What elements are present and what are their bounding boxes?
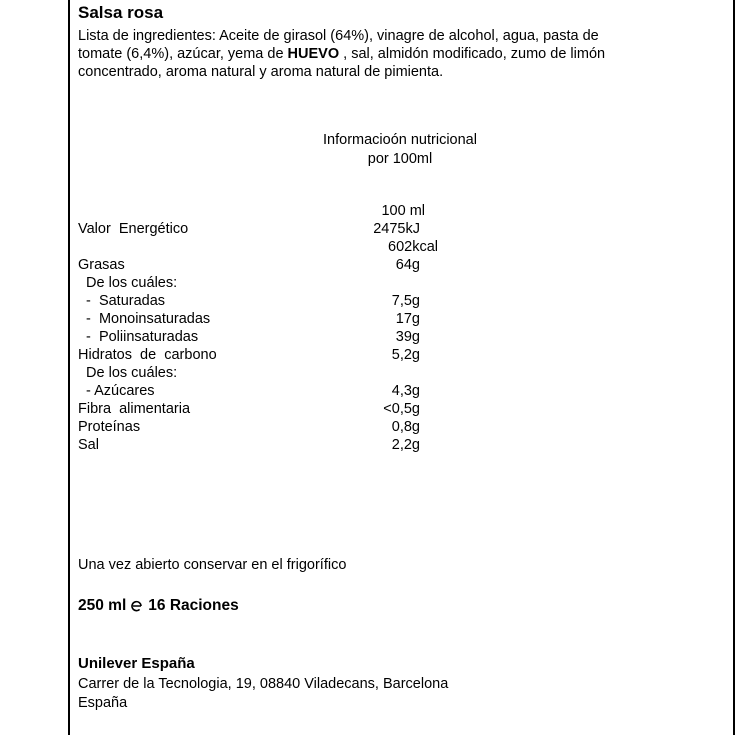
nutrition-row bbox=[78, 419, 438, 437]
nutrition-row bbox=[78, 293, 438, 311]
nutrient-value: 602kcal bbox=[388, 239, 438, 255]
estimated-sign-icon bbox=[130, 599, 144, 613]
nutrient-label: Sal bbox=[78, 437, 99, 453]
company-name: Unilever España bbox=[78, 655, 195, 672]
nutrition-row bbox=[78, 257, 438, 275]
company-address: Carrer de la Tecnologia, 19, 08840 Viladecans, Barcelona bbox=[78, 676, 449, 692]
allergen-highlight: HUEVO bbox=[287, 46, 340, 62]
nutrition-row bbox=[78, 239, 438, 257]
nutrition-column-header: 100 ml bbox=[381, 203, 425, 219]
nutrition-row bbox=[78, 401, 438, 419]
nutrient-label: - Saturadas bbox=[78, 293, 166, 309]
nutrient-value: 2475kJ bbox=[373, 221, 420, 237]
nutrition-row bbox=[78, 221, 438, 239]
net-volume: 250 ml bbox=[78, 597, 127, 614]
nutrient-value: 64g bbox=[395, 257, 420, 273]
ingredients-suffix: , sal, almidón modificado, zumo de limón concentrado, aroma natural y aroma natural de pimienta. bbox=[78, 46, 606, 80]
nutrition-heading-basis: por 100ml bbox=[367, 151, 433, 167]
nutrition-heading bbox=[290, 131, 510, 169]
nutrient-value: 4,3g bbox=[391, 383, 420, 399]
nutrition-heading-title: Informacioón nutricional bbox=[323, 132, 477, 148]
nutrient-value: 17g bbox=[395, 311, 420, 327]
nutrition-row bbox=[78, 383, 438, 401]
nutrient-label: De los cuáles: bbox=[78, 275, 178, 291]
ingredients-prefix: Lista de ingredientes: Aceite de girasol (64%), vinagre de alcohol, agua, pasta de tomate (6,4%), azúcar, yema de bbox=[78, 28, 599, 62]
nutrition-row bbox=[78, 347, 438, 365]
nutrient-label: Hidratos de carbono bbox=[78, 347, 217, 363]
product-title: Salsa rosa bbox=[78, 3, 164, 22]
nutrition-row bbox=[78, 365, 438, 383]
nutrient-value: <0,5g bbox=[383, 401, 420, 417]
ingredients-list bbox=[78, 27, 638, 81]
nutrition-row bbox=[78, 329, 438, 347]
nutrition-row bbox=[78, 437, 438, 455]
company-country: España bbox=[78, 695, 128, 711]
servings-count: 16 Raciones bbox=[148, 597, 239, 614]
storage-instructions: Una vez abierto conservar en el frigorífico bbox=[78, 557, 347, 573]
nutrient-label: Valor Energético bbox=[78, 221, 189, 237]
nutrition-row bbox=[78, 311, 438, 329]
nutrient-label: Grasas bbox=[78, 257, 125, 273]
nutrient-value: 7,5g bbox=[391, 293, 420, 309]
nutrient-value: 39g bbox=[395, 329, 420, 345]
nutrient-label: De los cuáles: bbox=[78, 365, 178, 381]
nutrient-value: 0,8g bbox=[391, 419, 420, 435]
nutrient-value: 2,2g bbox=[391, 437, 420, 453]
nutrient-value: 5,2g bbox=[391, 347, 420, 363]
portion-info bbox=[78, 597, 239, 615]
nutrient-label: - Monoinsaturadas bbox=[78, 311, 211, 327]
nutrient-label: - Poliinsaturadas bbox=[78, 329, 199, 345]
nutrient-label: - Azúcares bbox=[78, 383, 155, 399]
nutrition-row bbox=[78, 275, 438, 293]
nutrient-label: Proteínas bbox=[78, 419, 141, 435]
nutrient-label: Fibra alimentaria bbox=[78, 401, 191, 417]
